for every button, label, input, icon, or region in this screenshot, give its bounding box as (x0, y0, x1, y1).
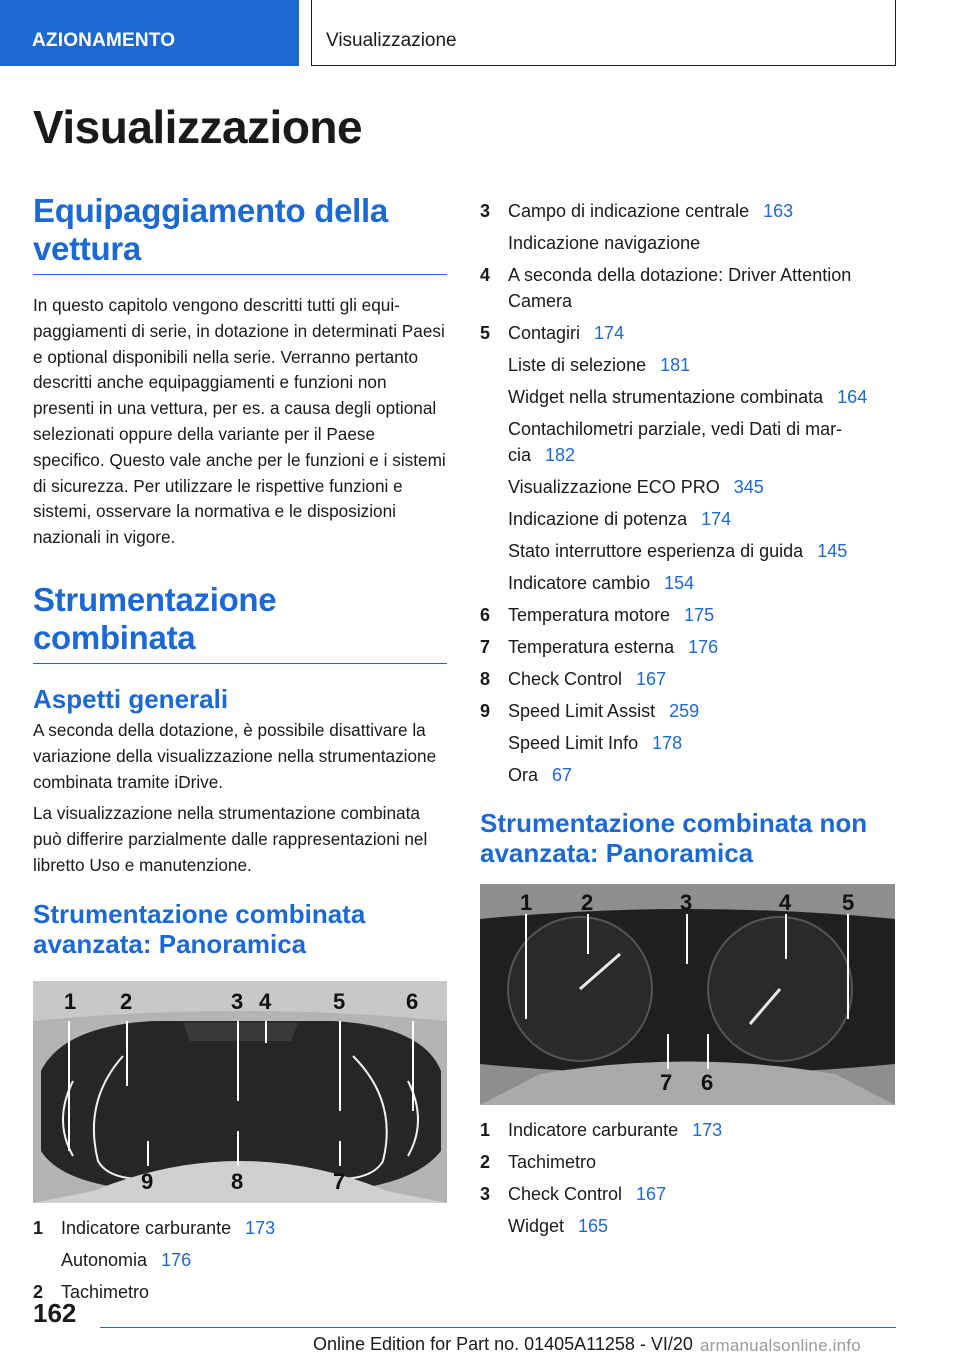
list-item (480, 634, 896, 666)
page-reference-link[interactable]: 178 (652, 733, 683, 753)
list-text: Indicazione di potenza (508, 509, 688, 529)
footer-edition-text: Online Edition for Part no. 01405A11258 - VI/20 (313, 1334, 693, 1354)
list-text: Indicatore carburante (61, 1217, 232, 1238)
page-reference-link[interactable]: 67 (552, 765, 573, 785)
page-number: 162 (33, 1298, 77, 1328)
list-number: 2 (33, 1281, 44, 1302)
figure-label-7: 7 (660, 1070, 673, 1095)
list-text: Speed Limit Info (508, 733, 639, 753)
right-column (480, 198, 896, 1245)
basic-legend-list (480, 1117, 896, 1245)
section-tab: AZIONAMENTO (0, 0, 299, 66)
list-text: Autonomia (61, 1249, 148, 1270)
list-text: Indicatore cambio (508, 573, 651, 593)
list-text: Indicatore carburante (508, 1120, 679, 1140)
list-item (480, 698, 896, 794)
page-reference-link[interactable]: 145 (817, 541, 848, 561)
figure-label-2: 2 (120, 988, 133, 1014)
section-heading-equipment: Equipaggiamento della vettura (33, 192, 447, 275)
figure-label-6: 6 (406, 988, 419, 1014)
list-number: 1 (480, 1120, 491, 1140)
page-reference-link[interactable]: 181 (660, 355, 691, 375)
list-item (480, 262, 896, 320)
figure-label-4: 4 (779, 890, 792, 915)
figure-label-5: 5 (842, 890, 855, 915)
page-reference-link[interactable]: 174 (701, 509, 732, 529)
figure-label-1: 1 (64, 988, 77, 1014)
list-text: Check Control (508, 669, 623, 689)
list-text: Tachimetro (61, 1281, 150, 1302)
list-number: 9 (480, 701, 491, 721)
list-text: Check Control (508, 1184, 623, 1204)
left-column (33, 192, 447, 1311)
list-text: Widget nella strumentazione combinata (508, 387, 824, 407)
list-text: Visualizzazione ECO PRO (508, 477, 720, 497)
figure-label-2: 2 (581, 890, 594, 915)
figure-label-8: 8 (231, 1168, 244, 1194)
basic-cluster-figure (480, 884, 895, 1105)
list-text: Contagiri (508, 323, 581, 343)
page-reference-link[interactable]: 259 (669, 701, 700, 721)
list-item (480, 320, 896, 602)
list-item (480, 198, 896, 262)
list-text: Widget (508, 1216, 565, 1236)
list-number: 2 (480, 1152, 491, 1172)
list-text: Tachimetro (508, 1152, 597, 1172)
subheading-basic-overview: Strumentazione combinata non avanzata: Panoramica (480, 808, 868, 868)
figure-label-7: 7 (333, 1168, 346, 1194)
list-item (33, 1279, 447, 1311)
general-paragraph-2: La visualizzazione nella strumentazione combinata può differire parzialmente dalle rappresentazioni nel libretto Uso e manutenzione. (33, 803, 428, 875)
list-number: 4 (480, 265, 491, 285)
list-number: 8 (480, 669, 491, 689)
list-text: Stato interruttore esperienza di guida (508, 541, 804, 561)
advanced-legend-list-right (480, 198, 896, 794)
list-number: 1 (33, 1217, 44, 1238)
list-number: 3 (480, 201, 491, 221)
subheading-general: Aspetti generali (33, 683, 229, 714)
figure-label-4: 4 (259, 988, 272, 1014)
list-text: Liste di selezione (508, 355, 647, 375)
subsection-tab: Visualizzazione (311, 0, 896, 66)
list-number: 5 (480, 323, 491, 343)
list-text: A seconda della dotazione: Driver Attention Camera (508, 265, 852, 311)
page-title: Visualizzazione (33, 101, 363, 153)
list-number: 6 (480, 605, 491, 625)
list-text: Indicazione navigazione (508, 233, 701, 253)
basic-cluster-illustration (480, 884, 895, 1105)
list-item (480, 1149, 896, 1181)
page-reference-link[interactable]: 182 (545, 445, 576, 465)
subheading-advanced-overview: Strumentazione combinata avanzata: Panoramica (33, 898, 366, 959)
advanced-cluster-figure (33, 981, 447, 1203)
page-reference-link[interactable]: 154 (664, 573, 695, 593)
list-item (480, 1181, 896, 1245)
page-reference-link[interactable]: 173 (245, 1217, 276, 1238)
list-text: Speed Limit Assist (508, 701, 656, 721)
list-item (480, 1117, 896, 1149)
page-reference-link[interactable]: 174 (594, 323, 625, 343)
page-reference-link[interactable]: 167 (636, 669, 667, 689)
list-item (480, 666, 896, 698)
figure-label-9: 9 (141, 1168, 154, 1194)
figure-label-3: 3 (680, 890, 693, 915)
page-reference-link[interactable]: 167 (636, 1184, 667, 1204)
figure-label-3: 3 (231, 988, 244, 1014)
figure-label-1: 1 (520, 890, 533, 915)
general-paragraph-1: A seconda della dotazione, è possibile disattivare la variazione della visualizzazione nella strumentazione combinata tramite iDrive. (33, 719, 437, 792)
footer-divider (100, 1327, 896, 1328)
page-reference-link[interactable]: 173 (692, 1120, 723, 1140)
footer-watermark: armanualsonline.info (700, 1336, 861, 1355)
page-reference-link[interactable]: 176 (688, 637, 719, 657)
figure-label-5: 5 (333, 988, 346, 1014)
list-number: 3 (480, 1184, 491, 1204)
advanced-legend-list-left (33, 1215, 447, 1311)
list-text: Contachilometri parziale, vedi Dati di marcia (508, 419, 843, 465)
list-text: Temperatura esterna (508, 637, 675, 657)
page-reference-link[interactable]: 164 (837, 387, 868, 407)
page-reference-link[interactable]: 165 (578, 1216, 609, 1236)
page-reference-link[interactable]: 175 (684, 605, 715, 625)
list-text: Campo di indicazione centrale (508, 201, 750, 221)
page-reference-link[interactable]: 176 (161, 1249, 192, 1270)
list-number: 7 (480, 637, 491, 657)
equipment-paragraph: In questo capitolo vengono descritti tutti gli equipaggiamenti di serie, in dotazione in determinati Paesi e optional disponibili nella serie. Verranno pertanto descritti anche equipaggiamenti e funzioni non presenti in una vettura, per es. a causa degli optional selezionati oppure della variante per il Paese specifico. Questo vale anche per le funzioni e i sistemi di sicurezza. Per utilizzare le rispettive funzioni e sistemi, osservare la normativa e le disposizioni nazionali in vigore. (33, 295, 446, 548)
list-item (480, 602, 896, 634)
page-reference-link[interactable]: 345 (733, 477, 764, 497)
list-text: Ora (508, 765, 539, 785)
figure-label-6: 6 (701, 1070, 714, 1095)
page-reference-link[interactable]: 163 (763, 201, 794, 221)
section-heading-instrument-cluster: Strumentazione combinata (33, 581, 447, 664)
list-item (33, 1215, 447, 1279)
list-text: Temperatura motore (508, 605, 671, 625)
